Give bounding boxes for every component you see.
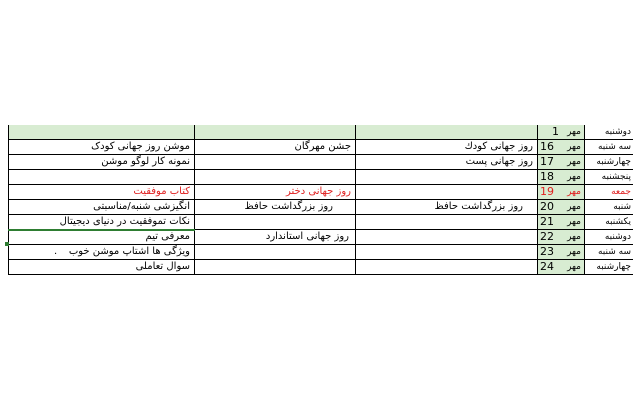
day-number: 1 — [552, 125, 559, 138]
day-number: 24 — [540, 260, 554, 273]
day-number: 22 — [540, 230, 554, 243]
month-label: مهر — [567, 127, 581, 137]
day-cell[interactable]: یکشنبه — [585, 215, 633, 230]
occasion-cell-2[interactable] — [195, 170, 356, 185]
month-label: مهر — [567, 232, 581, 242]
day-cell[interactable]: سه شنبه — [585, 245, 633, 260]
table-row — [8, 215, 633, 230]
day-number: 21 — [540, 215, 554, 228]
month-label: مهر — [567, 247, 581, 257]
date-cell[interactable] — [538, 125, 585, 140]
month-label: مهر — [567, 262, 581, 272]
occasion-cell[interactable] — [356, 230, 538, 245]
table-row — [8, 155, 633, 170]
date-cell[interactable] — [538, 140, 585, 155]
date-cell[interactable] — [538, 155, 585, 170]
occasion-cell-2[interactable]: جشن مهرگان — [195, 140, 356, 155]
day-cell[interactable]: چهارشنبه — [585, 155, 633, 170]
content-cell[interactable]: نکات تموفقیت در دنیای دیجیتال — [8, 215, 195, 230]
occasion-cell-2[interactable] — [195, 125, 356, 140]
occasion-cell[interactable] — [356, 125, 538, 140]
table-row — [8, 140, 633, 155]
occasion-cell[interactable]: روز جهانی پست — [356, 155, 538, 170]
table-row — [8, 185, 633, 200]
day-cell[interactable]: دوشنبه — [585, 125, 633, 140]
month-label: مهر — [567, 172, 581, 182]
date-cell[interactable] — [538, 245, 585, 260]
month-label: مهر — [567, 187, 581, 197]
day-cell[interactable]: شنبه — [585, 200, 633, 215]
date-cell[interactable] — [538, 260, 585, 275]
occasion-cell[interactable]: روز جهانی کودك — [356, 140, 538, 155]
table-row — [8, 170, 633, 185]
day-number: 17 — [540, 155, 554, 168]
day-number: 16 — [540, 140, 554, 153]
selection-handle[interactable] — [5, 242, 9, 246]
date-cell[interactable] — [538, 170, 585, 185]
table-row — [8, 245, 633, 260]
content-cell[interactable]: کتاب موفقیت — [8, 185, 195, 200]
occasion-cell-2[interactable] — [195, 245, 356, 260]
month-label: مهر — [567, 202, 581, 212]
table-row — [8, 125, 633, 140]
occasion-cell-2[interactable] — [195, 215, 356, 230]
occasion-cell-2[interactable]: روز بزرگداشت حافظ — [195, 200, 356, 215]
occasion-cell[interactable] — [356, 245, 538, 260]
occasion-cell[interactable] — [356, 215, 538, 230]
occasion-cell[interactable]: روز بزرگداشت حافظ — [356, 200, 538, 215]
month-label: مهر — [567, 142, 581, 152]
stray-dot: . — [54, 246, 58, 257]
content-cell[interactable]: سوال تعاملی — [8, 260, 195, 275]
content-cell[interactable] — [8, 170, 195, 185]
month-label: مهر — [567, 157, 581, 167]
selection-top-border — [8, 229, 195, 231]
table-row — [8, 230, 633, 245]
occasion-cell[interactable] — [356, 185, 538, 200]
occasion-cell[interactable] — [356, 170, 538, 185]
day-cell[interactable]: سه شنبه — [585, 140, 633, 155]
day-number: 20 — [540, 200, 554, 213]
day-cell[interactable]: پنجشنبه — [585, 170, 633, 185]
content-cell[interactable] — [8, 125, 195, 140]
table-row — [8, 260, 633, 275]
day-cell[interactable]: جمعه — [585, 185, 633, 200]
date-cell[interactable] — [538, 185, 585, 200]
day-number: 18 — [540, 170, 554, 183]
content-cell[interactable]: نمونه کار لوگو موشن — [8, 155, 195, 170]
content-cell[interactable]: موشن روز جهانی کودک — [8, 140, 195, 155]
content-cell[interactable]: انگیزشی شنبه/مناسبتی — [8, 200, 195, 215]
day-cell[interactable]: دوشنبه — [585, 230, 633, 245]
date-cell[interactable] — [538, 230, 585, 245]
month-label: مهر — [567, 217, 581, 227]
occasion-cell-2[interactable]: روز جهانی دختر — [195, 185, 356, 200]
table-row — [8, 200, 633, 215]
content-cell[interactable]: معرفی تیم — [8, 230, 195, 245]
occasion-cell-2[interactable]: روز جهانی استاندارد — [195, 230, 356, 245]
content-text: ویژگی ها اشتاپ موشن خوب — [68, 246, 190, 257]
day-number: 19 — [540, 185, 554, 198]
content-cell[interactable] — [8, 245, 195, 260]
occasion-cell-2[interactable] — [195, 260, 356, 275]
occasion-cell[interactable] — [356, 260, 538, 275]
day-cell[interactable]: چهارشنبه — [585, 260, 633, 275]
date-cell[interactable] — [538, 215, 585, 230]
day-number: 23 — [540, 245, 554, 258]
occasion-cell-2[interactable] — [195, 155, 356, 170]
date-cell[interactable] — [538, 200, 585, 215]
